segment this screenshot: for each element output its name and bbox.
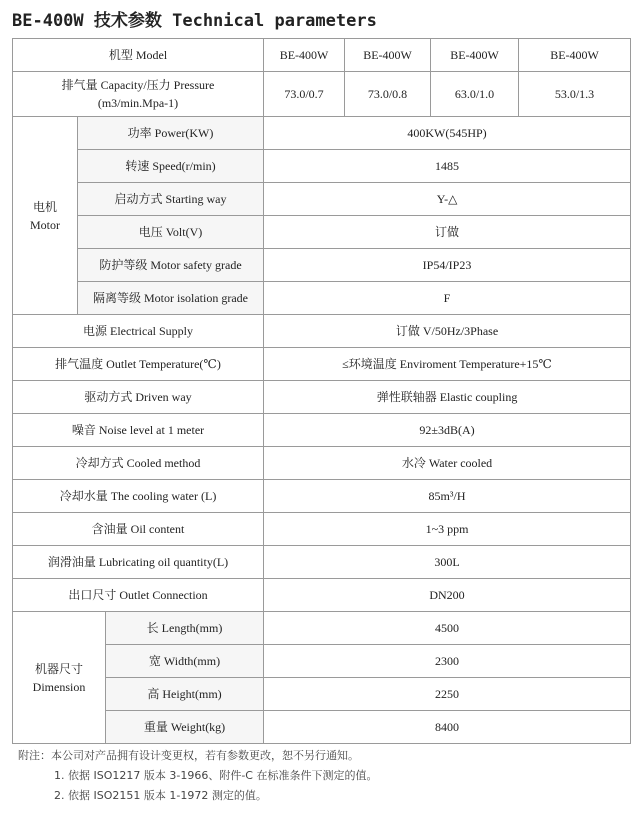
- dimension-param-label: 高 Height(mm): [106, 678, 264, 711]
- general-row: [13, 447, 631, 480]
- motor-param-value: Y-△: [264, 183, 631, 216]
- model-cell: BE-400W: [519, 39, 631, 72]
- motor-row: [13, 216, 631, 249]
- general-row: [13, 315, 631, 348]
- footnotes: [18, 746, 377, 806]
- motor-row: [13, 117, 631, 150]
- general-label: 冷却水量 The cooling water (L): [13, 480, 264, 513]
- dimension-param-value: 2250: [264, 678, 631, 711]
- capacity-label: [13, 72, 264, 117]
- motor-param-label: 转速 Speed(r/min): [78, 150, 264, 183]
- capacity-row: [13, 72, 631, 117]
- motor-row: [13, 282, 631, 315]
- dimension-group-cn: 机器尺寸: [34, 661, 83, 676]
- motor-param-value: F: [264, 282, 631, 315]
- general-value: 1~3 ppm: [264, 513, 631, 546]
- general-value: DN200: [264, 579, 631, 612]
- footnote-item: 1. 依据 ISO1217 版本 3-1966、附件-C 在标准条件下测定的值。: [54, 769, 378, 782]
- general-row: [13, 348, 631, 381]
- dimension-param-value: 2300: [264, 645, 631, 678]
- motor-param-value: 订做: [264, 216, 631, 249]
- dimension-param-label: 重量 Weight(kg): [106, 711, 264, 744]
- general-row: [13, 480, 631, 513]
- general-value: 弹性联轴器 Elastic coupling: [264, 381, 631, 414]
- motor-group-cn: 电机: [32, 199, 57, 214]
- general-row: [13, 546, 631, 579]
- general-value: 水冷 Water cooled: [264, 447, 631, 480]
- footnote-disclaimer: 附注：本公司对产品拥有设计变更权，若有参数更改，恕不另行通知。: [18, 749, 359, 762]
- dimension-param-label: 宽 Width(mm): [106, 645, 264, 678]
- dimension-row: [13, 711, 631, 744]
- motor-param-value: 400KW(545HP): [264, 117, 631, 150]
- model-row: [13, 39, 631, 72]
- motor-param-label: 功率 Power(KW): [78, 117, 264, 150]
- general-value: 300L: [264, 546, 631, 579]
- footnote-item: 2. 依据 ISO2151 版本 1-1972 测定的值。: [54, 789, 267, 802]
- general-row: [13, 414, 631, 447]
- general-row: [13, 513, 631, 546]
- capacity-value: 63.0/1.0: [431, 72, 519, 117]
- motor-param-value: IP54/IP23: [264, 249, 631, 282]
- dimension-row: [13, 612, 631, 645]
- model-cell: BE-400W: [345, 39, 431, 72]
- general-value: 92±3dB(A): [264, 414, 631, 447]
- dimension-param-value: 8400: [264, 711, 631, 744]
- spec-table: [12, 38, 631, 744]
- motor-group-label: [13, 117, 78, 315]
- general-value: 85m³/H: [264, 480, 631, 513]
- general-row: [13, 579, 631, 612]
- motor-group-en: Motor: [30, 217, 60, 232]
- dimension-param-value: 4500: [264, 612, 631, 645]
- general-value: 订做 V/50Hz/3Phase: [264, 315, 631, 348]
- motor-row: [13, 150, 631, 183]
- model-cell: BE-400W: [264, 39, 345, 72]
- dimension-group-en: Dimension: [32, 679, 86, 694]
- dimension-param-label: 长 Length(mm): [106, 612, 264, 645]
- general-label: 冷却方式 Cooled method: [13, 447, 264, 480]
- dimension-row: [13, 645, 631, 678]
- capacity-label-line1: 排气量 Capacity/压力 Pressure: [61, 78, 215, 92]
- model-cell: BE-400W: [431, 39, 519, 72]
- dimension-group-label: [13, 612, 106, 744]
- general-label: 噪音 Noise level at 1 meter: [13, 414, 264, 447]
- general-label: 电源 Electrical Supply: [13, 315, 264, 348]
- motor-param-label: 防护等级 Motor safety grade: [78, 249, 264, 282]
- capacity-value: 73.0/0.7: [264, 72, 345, 117]
- general-value: ≤环境温度 Enviroment Temperature+15℃: [264, 348, 631, 381]
- model-label: 机型 Model: [13, 39, 264, 72]
- capacity-value: 53.0/1.3: [519, 72, 631, 117]
- page-title: BE-400W 技术参数 Technical parameters: [12, 11, 377, 31]
- general-label: 含油量 Oil content: [13, 513, 264, 546]
- motor-row: [13, 183, 631, 216]
- general-label: 出口尺寸 Outlet Connection: [13, 579, 264, 612]
- motor-row: [13, 249, 631, 282]
- capacity-value: 73.0/0.8: [345, 72, 431, 117]
- motor-param-label: 隔离等级 Motor isolation grade: [78, 282, 264, 315]
- dimension-row: [13, 678, 631, 711]
- motor-param-label: 启动方式 Starting way: [78, 183, 264, 216]
- general-row: [13, 381, 631, 414]
- general-label: 排气温度 Outlet Temperature(℃): [13, 348, 264, 381]
- motor-param-value: 1485: [264, 150, 631, 183]
- general-label: 润滑油量 Lubricating oil quantity(L): [13, 546, 264, 579]
- general-label: 驱动方式 Driven way: [13, 381, 264, 414]
- motor-param-label: 电压 Volt(V): [78, 216, 264, 249]
- capacity-label-line2: (m3/min.Mpa-1): [97, 96, 179, 110]
